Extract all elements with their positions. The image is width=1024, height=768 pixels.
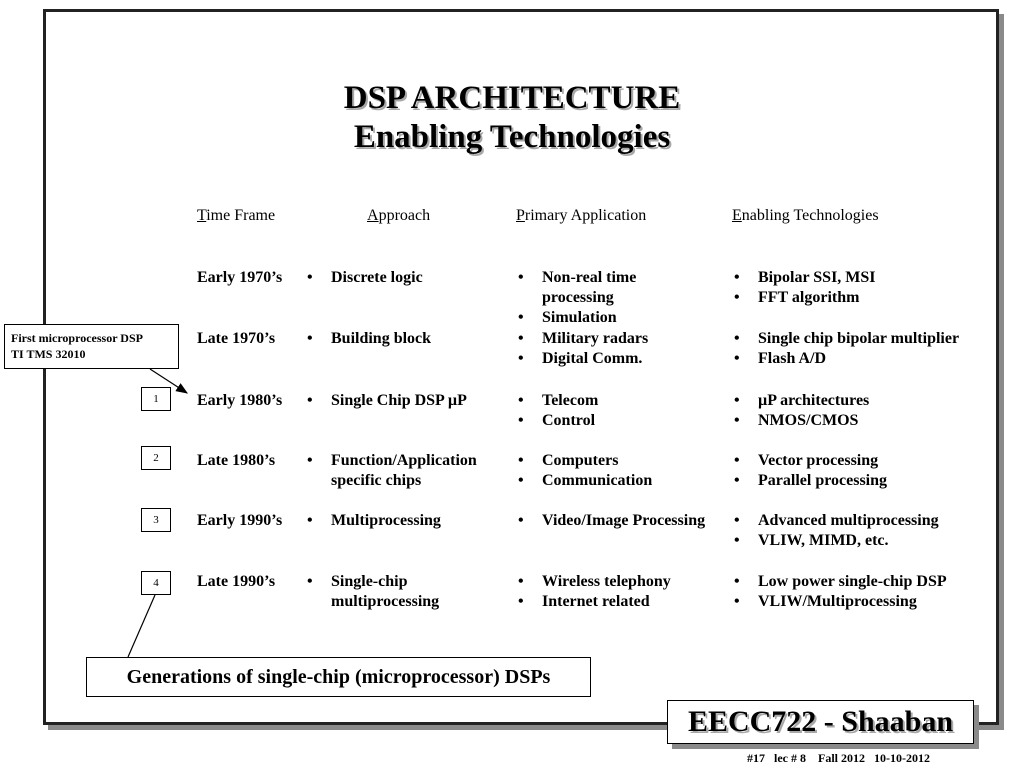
list-item: • Advanced multiprocessing <box>732 511 992 531</box>
list-item: • Single Chip DSP µP <box>305 391 495 411</box>
list-item: • Simulation <box>516 308 676 328</box>
generation-marker: 4 <box>141 571 171 595</box>
list-item: • Single-chip multiprocessing <box>305 572 465 612</box>
time-frame-cell: Early 1970’s <box>197 269 283 286</box>
callout-line-2: TI TMS 32010 <box>11 347 86 361</box>
list-item: • Bipolar SSI, MSI <box>732 268 992 288</box>
list-item: • Telecom <box>516 391 716 411</box>
time-frame-cell: Late 1970’s <box>197 330 276 347</box>
list-item: • µP architectures <box>732 391 992 411</box>
list-item: • Single chip bipolar multiplier <box>732 329 992 349</box>
generation-marker: 3 <box>141 508 171 532</box>
list-item: • Computers <box>516 451 716 471</box>
header-approach: Approach <box>367 207 431 224</box>
callout-arrow <box>150 369 187 393</box>
list-item: • NMOS/CMOS <box>732 411 992 431</box>
list-item: • Digital Comm. <box>516 349 716 369</box>
list-item: • Wireless telephony <box>516 572 716 592</box>
list-item: • Control <box>516 411 716 431</box>
first-microprocessor-callout <box>4 324 179 369</box>
list-item: • Vector processing <box>732 451 992 471</box>
generation-marker: 1 <box>141 387 171 411</box>
slide-subtitle: Enabling Technologies <box>353 119 671 155</box>
list-item: • Low power single-chip DSP <box>732 572 992 592</box>
course-badge: EECC722 - Shaaban <box>667 700 974 744</box>
list-item: • Parallel processing <box>732 471 992 491</box>
list-item: • Multiprocessing <box>305 511 495 531</box>
time-frame-cell: Early 1980’s <box>197 392 283 409</box>
list-item: • Non-real time processing <box>516 268 676 308</box>
list-item: • Video/Image Processing <box>516 511 731 531</box>
slide-footer: #17 lec # 8 Fall 2012 10-10-2012 <box>747 751 930 765</box>
header-time-frame: Time Frame <box>197 207 276 224</box>
generation-marker: 2 <box>141 446 171 470</box>
list-item: • FFT algorithm <box>732 288 992 308</box>
slide-title: DSP ARCHITECTURE <box>343 80 681 116</box>
generations-callout: Generations of single-chip (microprocessor) DSPs <box>86 657 591 697</box>
callout-line <box>128 595 155 657</box>
callout-line-1: First microprocessor DSP <box>11 331 143 345</box>
time-frame-cell: Late 1990’s <box>197 573 276 590</box>
list-item: • Building block <box>305 329 495 349</box>
time-frame-cell: Early 1990’s <box>197 512 283 529</box>
list-item: • Internet related <box>516 592 716 612</box>
header-enabling-technologies: Enabling Technologies <box>732 207 879 224</box>
time-frame-cell: Late 1980’s <box>197 452 276 469</box>
list-item: • Discrete logic <box>305 268 495 288</box>
list-item: • Military radars <box>516 329 716 349</box>
list-item: • Communication <box>516 471 716 491</box>
list-item: • VLIW/Multiprocessing <box>732 592 992 612</box>
list-item: • Function/Application specific chips <box>305 451 495 491</box>
list-item: • VLIW, MIMD, etc. <box>732 531 992 551</box>
list-item: • Flash A/D <box>732 349 992 369</box>
header-primary-application: Primary Application <box>516 207 647 224</box>
